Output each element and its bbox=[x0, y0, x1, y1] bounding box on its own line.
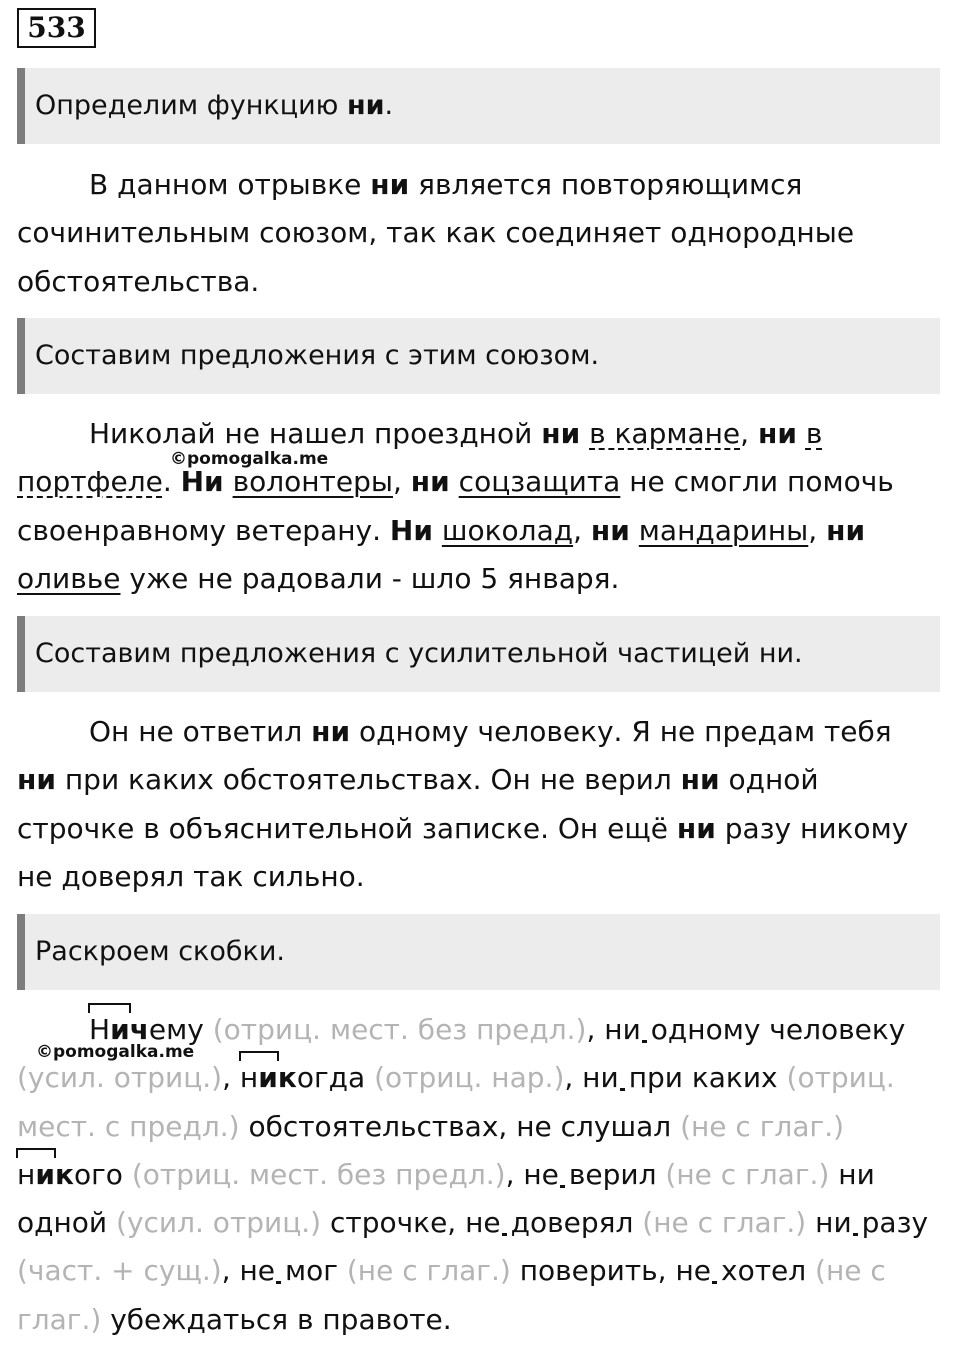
text: , не bbox=[505, 1157, 559, 1191]
prefix-mark bbox=[17, 1158, 55, 1191]
header-text: Определим функцию bbox=[35, 90, 347, 121]
grammar-note: (не с глаг.) bbox=[633, 1206, 807, 1240]
letter-bold: к bbox=[54, 1157, 74, 1191]
text: уже не радовали - шло 5 января. bbox=[120, 561, 620, 595]
bold-ni: ни bbox=[311, 715, 351, 748]
text: хотел bbox=[721, 1254, 807, 1288]
text: В данном отрывке bbox=[89, 168, 371, 201]
text: разу bbox=[861, 1206, 929, 1240]
text: , не bbox=[221, 1254, 275, 1288]
letter-bold: и bbox=[35, 1157, 55, 1191]
text: разу никому bbox=[715, 811, 909, 845]
subject: мандарины bbox=[638, 513, 809, 547]
prefix-mark bbox=[240, 1061, 278, 1094]
letter-bold: к bbox=[277, 1061, 297, 1095]
text: поверить, не bbox=[510, 1254, 712, 1288]
grammar-note: (отриц. мест. без предл.) bbox=[203, 1013, 587, 1046]
text: одному человеку bbox=[650, 1013, 906, 1046]
text-line bbox=[17, 708, 947, 756]
grammar-note: (не с глаг.) bbox=[671, 1109, 845, 1143]
text bbox=[797, 417, 806, 450]
paragraph-particle bbox=[17, 708, 947, 901]
text: не смогли помочь bbox=[620, 465, 894, 499]
text: , ни bbox=[586, 1013, 641, 1046]
text: , bbox=[808, 513, 827, 547]
letter: н bbox=[17, 1157, 36, 1191]
text-line bbox=[17, 756, 947, 804]
text-line bbox=[17, 805, 947, 853]
text: строчке в объяснительной записке. Он ещё bbox=[17, 811, 677, 845]
text: убеждаться в правоте. bbox=[101, 1302, 452, 1336]
bold-ni: Ни bbox=[180, 465, 224, 499]
subject: шоколад bbox=[441, 513, 574, 547]
text-line bbox=[17, 555, 947, 603]
watermark: ©pomogalka.me bbox=[170, 449, 329, 469]
paragraph-conjunction bbox=[17, 410, 947, 603]
grammar-note: (част. + сущ.) bbox=[17, 1254, 222, 1288]
letter-bold: ч bbox=[129, 1013, 149, 1046]
bold-ni: ни bbox=[757, 417, 797, 450]
bold-ni: Ни bbox=[389, 513, 433, 547]
text bbox=[630, 514, 639, 547]
grammar-note: (не с глаг.) bbox=[337, 1254, 511, 1288]
text: , bbox=[740, 417, 758, 450]
grammar-note: (усил. отриц.) bbox=[17, 1061, 223, 1095]
word-nikogda bbox=[240, 1061, 365, 1094]
grammar-note: (отриц. нар.) bbox=[365, 1061, 565, 1095]
letter: ого bbox=[73, 1157, 123, 1191]
text: одной bbox=[719, 763, 819, 797]
subject: волонтеры bbox=[232, 465, 393, 499]
subject: соцзащита bbox=[458, 465, 621, 499]
text-line bbox=[17, 1296, 947, 1344]
bold-ni: ни bbox=[676, 811, 716, 845]
text: своенравному ветерану. bbox=[17, 513, 390, 547]
text bbox=[450, 465, 459, 498]
text-line: обстоятельства. bbox=[17, 264, 260, 298]
letter-bold: и bbox=[110, 1013, 130, 1046]
subject: оливье bbox=[17, 561, 121, 595]
text-line bbox=[17, 1199, 947, 1247]
bold-ni: ни bbox=[541, 417, 581, 450]
grammar-note: (не с bbox=[806, 1254, 886, 1288]
letter-bold: и bbox=[258, 1061, 278, 1095]
text: , bbox=[392, 465, 411, 499]
text: Николай не нашел проездной bbox=[89, 417, 542, 450]
section-header-brackets: Раскроем скобки. bbox=[17, 914, 940, 990]
text: строчке, не bbox=[321, 1206, 501, 1240]
watermark: ©pomogalka.me bbox=[36, 1042, 195, 1062]
text: , bbox=[222, 1061, 240, 1095]
text-line: не доверял так сильно. bbox=[17, 859, 365, 893]
letter: огда bbox=[296, 1061, 366, 1095]
bold-ni: ни bbox=[590, 513, 630, 547]
text: верил bbox=[568, 1157, 657, 1191]
text: при каких bbox=[628, 1061, 778, 1095]
section-header-particle: Составим предложения с усилительной частицей ни. bbox=[17, 616, 940, 692]
word-nikogo bbox=[17, 1158, 123, 1191]
text: обстоятельствах, не слушал bbox=[239, 1109, 672, 1143]
text: одному человеку. Я не предам тебя bbox=[350, 715, 892, 748]
text: , ни bbox=[564, 1061, 619, 1095]
text: Он не ответил bbox=[89, 715, 312, 748]
text: доверял bbox=[510, 1206, 634, 1240]
circumstance: в bbox=[805, 417, 823, 450]
bold-ni: ни bbox=[826, 513, 866, 547]
bold-ni: ни bbox=[410, 465, 450, 499]
bold-ni: ни bbox=[370, 168, 410, 201]
header-end: . bbox=[384, 90, 394, 121]
grammar-note: (усил. отриц.) bbox=[107, 1206, 322, 1240]
grammar-note: (отриц. мест. без предл.) bbox=[122, 1157, 506, 1191]
circumstance: портфеле bbox=[17, 465, 163, 499]
text-line bbox=[17, 507, 947, 555]
text-line bbox=[17, 458, 947, 506]
grammar-note: (не с глаг.) bbox=[656, 1157, 830, 1191]
circumstance: в кармане bbox=[589, 417, 741, 450]
letter: Н bbox=[89, 1013, 111, 1046]
grammar-note: мест. с предл.) bbox=[17, 1109, 240, 1143]
text-line bbox=[17, 1103, 947, 1151]
text bbox=[433, 514, 442, 547]
letter: ему bbox=[148, 1013, 204, 1046]
text bbox=[580, 417, 589, 450]
text: мог bbox=[285, 1254, 338, 1288]
text-line bbox=[17, 1247, 947, 1295]
text-line: сочинительным союзом, так как соединяет однородные bbox=[17, 216, 855, 250]
text: одной bbox=[17, 1206, 108, 1240]
paragraph-function bbox=[17, 161, 947, 306]
text: , bbox=[573, 513, 591, 547]
bold-ni: ни bbox=[17, 763, 56, 797]
text: . bbox=[162, 465, 181, 499]
text-line bbox=[17, 1151, 947, 1199]
bold-ni: ни bbox=[680, 763, 720, 797]
text: является повторяющимся bbox=[409, 168, 803, 201]
grammar-note: (отриц. bbox=[777, 1061, 895, 1095]
text: ни bbox=[829, 1157, 875, 1191]
letter: н bbox=[239, 1061, 259, 1095]
text bbox=[224, 465, 233, 498]
text-line bbox=[17, 161, 947, 209]
text: при каких обстоятельствах. Он не верил bbox=[55, 763, 681, 797]
section-header-conjunction: Составим предложения с этим союзом. bbox=[17, 318, 940, 394]
grammar-note: глаг.) bbox=[17, 1302, 102, 1336]
header-bold: ни bbox=[346, 90, 385, 121]
task-number: 533 bbox=[17, 8, 96, 48]
text: ни bbox=[806, 1206, 852, 1240]
text-line bbox=[17, 410, 947, 458]
section-header-function bbox=[17, 68, 940, 144]
